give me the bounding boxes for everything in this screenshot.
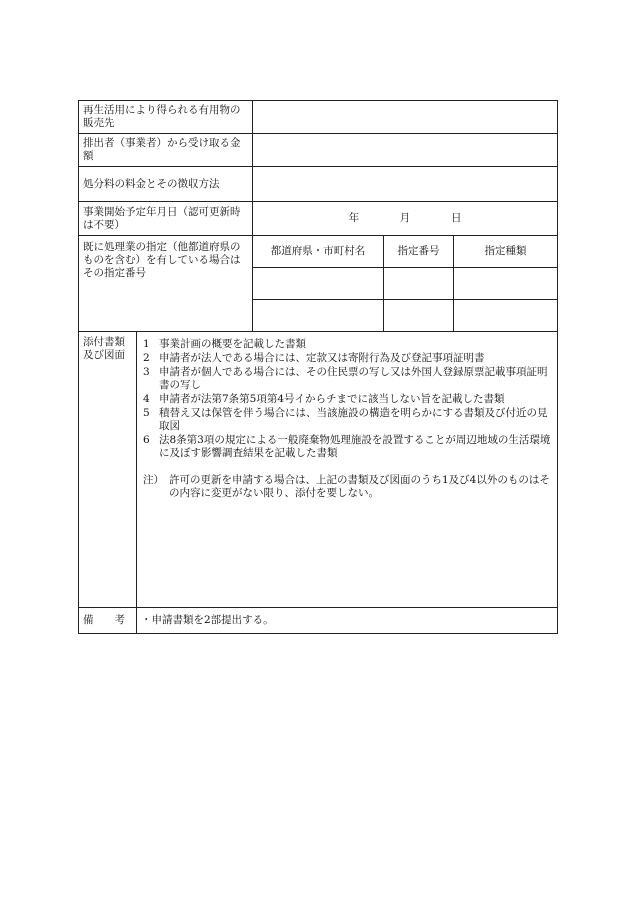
- designation-label: 既に処理業の指定（他都道府県のものを含む）を有している場合はその指定番号: [79, 236, 253, 332]
- row-start-date: [79, 202, 558, 236]
- start-date-value[interactable]: [253, 202, 558, 236]
- row-buyers: [79, 101, 558, 134]
- remarks-text: ・申請書類を2部提出する。: [137, 608, 558, 634]
- fee-from-discharger-value[interactable]: [253, 134, 558, 167]
- row-remarks: [79, 608, 558, 634]
- disposal-fee-value[interactable]: [253, 167, 558, 202]
- day-unit: 日: [450, 212, 462, 224]
- buyers-value[interactable]: [253, 101, 558, 134]
- attachment-item: 2 申請者が法人である場合には、定款又は寄附行為及び登記事項証明書: [143, 352, 485, 364]
- designation-type-cell[interactable]: [454, 300, 558, 332]
- designation-prefecture-cell[interactable]: [253, 268, 384, 300]
- row-disposal-fee: [79, 167, 558, 202]
- attachments-note: [143, 474, 551, 500]
- header-prefecture: 都道府県・市町村名: [253, 236, 384, 268]
- attachment-item: 1 事業計画の概要を記載した書類: [143, 338, 306, 350]
- remarks-label: 備 考: [79, 608, 137, 634]
- attachments-list: [137, 332, 558, 608]
- note-mark: 注）: [143, 474, 164, 486]
- designation-number-cell[interactable]: [384, 268, 454, 300]
- start-date-label: 事業開始予定年月日（認可更新時は不要）: [79, 202, 253, 236]
- month-unit: 月: [399, 212, 411, 224]
- attachment-item: 4 申請者が法第7条第5項第4号イからチまでに該当しない旨を記載した書類: [143, 393, 505, 405]
- note-text: 許可の更新を申請する場合は、上記の書類及び図面のうち1及び4以外のものはその内容に変更がない限り、添付を要しない。: [169, 474, 550, 499]
- attachment-item: 6 法8条第3項の規定による一般廃棄物処理施設を設置することが周辺地域の生活環境に及ぼす影響調査結果を記載した書類: [143, 434, 551, 459]
- header-designation-type: 指定種類: [454, 236, 558, 268]
- designation-prefecture-cell[interactable]: [253, 300, 384, 332]
- buyers-label: 再生活用により得られる有用物の販売先: [79, 101, 253, 134]
- attachments-label: 添付書類及び図面: [79, 332, 137, 608]
- year-unit: 年: [348, 212, 360, 224]
- row-fee-from-discharger: [79, 134, 558, 167]
- attachment-item: 5 積替え又は保管を伴う場合には、当該施設の構造を明らかにする書類及び付近の見取図: [143, 407, 548, 432]
- header-designation-number: 指定番号: [384, 236, 454, 268]
- disposal-fee-label: 処分料の料金とその徴収方法: [79, 167, 253, 202]
- designation-number-cell[interactable]: [384, 300, 454, 332]
- row-attachments: [79, 332, 558, 608]
- application-form: [78, 100, 557, 634]
- designation-type-cell[interactable]: [454, 268, 558, 300]
- form-table: [78, 100, 558, 634]
- attachment-item: 3 申請者が個人である場合には、その住民票の写し又は外国人登録原票記載事項証明書の写し: [143, 366, 548, 391]
- fee-from-discharger-label: 排出者（事業者）から受け取る金額: [79, 134, 253, 167]
- row-designation-header: [79, 236, 558, 268]
